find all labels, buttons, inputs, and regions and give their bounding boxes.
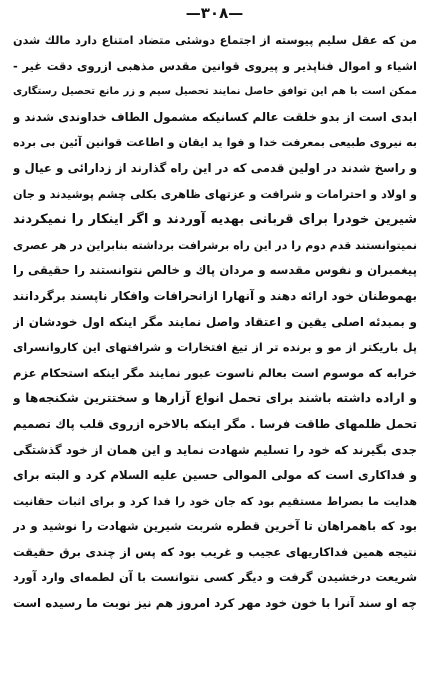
text-line: به نیروی طبیعی بمعرفت خدا و فوا ید ایقان و اطاعت قوانین آئین بی برده: [13, 136, 417, 150]
text-line: و راسخ شدند در اولین قدمی که در این راه گذارند از زدارائی و عیال و: [13, 160, 417, 175]
page-number: —۳۰۸—: [185, 4, 244, 22]
text-line: من که عقل سلیم پیوسته از اجتماع دوشئی متضاد امتناع دارد مالك شدن: [13, 34, 417, 47]
text-line: هدایت ما بصراط مستقیم بود که جان خود را فدا کرد و برای اثبات حقانیت: [13, 494, 417, 508]
text-line: چه او سند آنرا با خون خود مهر کرد امروز هم نیز نوبت ما رسیده است: [13, 596, 417, 611]
text-line: بود که باهمراهان تا آخرین قطره شربت شیرین شهادت را نوشید و در: [13, 519, 417, 534]
text-line: و بمبدئه اصلی یقین و اعتقاد واصل نمایند مگر اینکه اول خودشان از: [13, 314, 417, 329]
text-line: ممکن است با هم این توافق حاصل نمایند تحصیل سیم و زر مانع تحصیل رستگاری: [13, 86, 417, 98]
body-text: [13, 28, 417, 617]
text-line: اشیاء و اموال فناپذیر و پیروی قوانین مقدس مذهبی ازروی دقت غیر -: [13, 58, 417, 73]
text-line: نمیتوانستند قدم دوم را در این راه برشرافت برداشته بنابراین در هر عصری: [13, 238, 417, 252]
text-line: بهموطنان خود ارائه دهند و آنهارا ازانحرافات وافکار ناپسند برگردانند: [13, 288, 417, 303]
text-line: نتیجه همین فداکاریهای عجیب و غریب بود که پس از چندی برق حقیقت: [13, 544, 417, 559]
text-line: خرابه که موسوم است بعالم ناسوت عبور نمایند مگر اینکه استحکام عزم: [13, 365, 417, 380]
text-line: تحمل ظلمهای طاقت فرسا . مگر اینکه بالاخره ازروی قلب پاك تصمیم: [13, 416, 417, 431]
text-line: شریعت درخشیدن گرفت و دیگر کسی نتوانست با آن لطمه‌ای وارد آورد: [13, 570, 417, 585]
text-line: شیرین خودرا برای قربانی بهدیه آوردند و اگر اینکار را نمیکردند: [13, 212, 417, 228]
text-line: پیغمبران و نفوس مقدسه و مردان پاك و خالص نتوانستند را حقیقی را: [13, 263, 417, 278]
text-line: و اولاد و احترامات و شرافت و عزتهای ظاهری بکلی چشم پوشیدند و جان: [13, 187, 417, 201]
text-line: و اراده داشته باشند برای تحمل انواع آزارها و سختترین شکنجه‌ها و: [13, 391, 417, 406]
text-line: و فداکاری است که مولی الموالی حسین علیه السلام کرد و البته برای: [13, 468, 417, 483]
text-line: ابدی است از بدو خلقت عالم کسانیکه مشمول الطاف خداوندی شدند و: [13, 109, 417, 124]
text-line: جدی بگیرند که خود را تسلیم شهادت نماید و این همان از خود گذشتگی: [13, 442, 417, 457]
text-line: پل باریکتر از مو و برنده تر از تیغ افتخارات و شرافتهای این کاروانسرای: [13, 341, 417, 355]
